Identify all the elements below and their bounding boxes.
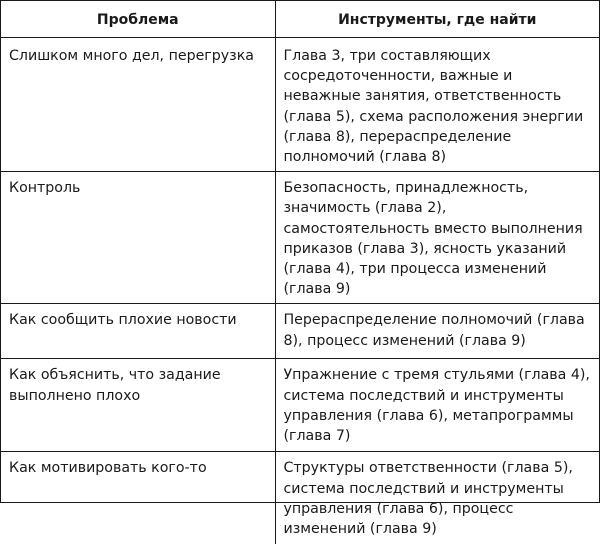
header-tools: Инструменты, где найти bbox=[275, 1, 599, 38]
table-row bbox=[1, 38, 599, 172]
table-row bbox=[1, 452, 599, 544]
table-header-row bbox=[1, 1, 599, 38]
problem-cell: Как сообщить плохие новости bbox=[1, 304, 275, 359]
tools-cell: Глава 3, три составляющих сосредоточенности, важные и неважные занятия, ответственность (глава 5), схема расположения энергии (глава 8), перераспределение полномочий (глава 8) bbox=[275, 38, 599, 172]
header-problem: Проблема bbox=[1, 1, 275, 38]
tools-cell: Упражнение с тремя стульями (глава 4), система последствий и инструменты управления (глава 6), метапрограммы (глава 7) bbox=[275, 359, 599, 452]
table-row bbox=[1, 359, 599, 452]
problem-cell: Контроль bbox=[1, 172, 275, 304]
table-row bbox=[1, 304, 599, 359]
problems-tools-table bbox=[1, 1, 599, 544]
problem-cell: Как мотивировать кого-то bbox=[1, 452, 275, 544]
table-row bbox=[1, 172, 599, 304]
problem-cell: Как объяснить, что задание выполнено плохо bbox=[1, 359, 275, 452]
problem-cell: Слишком много дел, перегрузка bbox=[1, 38, 275, 172]
tools-cell: Безопасность, принадлежность, значимость (глава 2), самостоятельность вместо выполнения приказов (глава 3), ясность указаний (глава 4), три процесса изменений (глава 9) bbox=[275, 172, 599, 304]
tools-cell: Структуры ответственности (глава 5), система последствий и инструменты управления (глава 6), процесс изменений (глава 9) bbox=[275, 452, 599, 544]
tools-cell: Перераспределение полномочий (глава 8), процесс изменений (глава 9) bbox=[275, 304, 599, 359]
